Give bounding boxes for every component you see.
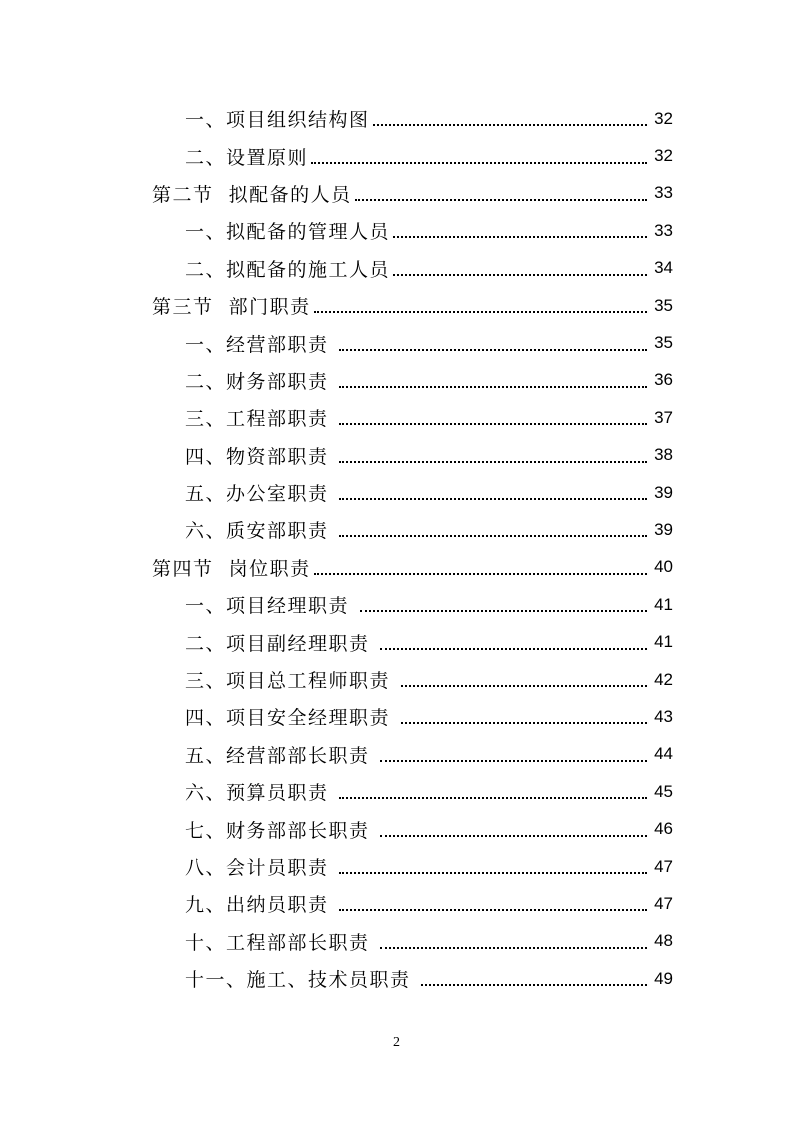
toc-entry[interactable] [0, 437, 793, 474]
toc-dot-leader [339, 908, 647, 911]
toc-page-number: 42 [654, 669, 673, 689]
toc-entry-title: 第二节 拟配备的人员 [152, 183, 352, 206]
toc-page-number: 49 [654, 968, 673, 988]
toc-entry-title: 一、项目组织结构图 [185, 109, 370, 132]
toc-entry[interactable] [0, 212, 793, 249]
toc-entry[interactable] [0, 810, 793, 847]
toc-dot-leader [360, 609, 647, 612]
toc-dot-leader [339, 497, 647, 500]
toc-entry[interactable] [0, 661, 793, 698]
toc-entry[interactable] [0, 623, 793, 660]
toc-entry[interactable] [0, 137, 793, 174]
toc-page-number: 47 [654, 856, 673, 876]
toc-dot-leader [339, 460, 647, 463]
toc-page-number: 35 [654, 295, 673, 315]
toc-page-number: 40 [654, 557, 673, 577]
toc-dot-leader [380, 946, 647, 949]
toc-entry-title: 四、项目安全经理职责 [185, 707, 398, 730]
toc-page-number: 35 [654, 333, 673, 353]
toc-entry-title: 二、拟配备的施工人员 [185, 258, 391, 281]
toc-dot-leader [339, 422, 647, 425]
toc-page-number: 32 [654, 108, 673, 128]
toc-page-number: 48 [654, 931, 673, 951]
toc-section-entry[interactable] [0, 287, 793, 324]
toc-dot-leader [380, 759, 647, 762]
toc-entry-title: 第四节 岗位职责 [152, 557, 311, 580]
toc-dot-leader [314, 572, 647, 575]
toc-dot-leader [373, 123, 647, 126]
toc-entry-title: 十、工程部部长职责 [185, 931, 378, 954]
toc-dot-leader [311, 161, 647, 164]
toc-dot-leader [339, 534, 647, 537]
toc-entry[interactable] [0, 362, 793, 399]
toc-page-number: 34 [654, 258, 673, 278]
toc-page-number: 47 [654, 893, 673, 913]
toc-entry-title: 二、设置原则 [185, 146, 309, 169]
toc-entry-title: 一、经营部职责 [185, 333, 337, 356]
toc-dot-leader [393, 235, 647, 238]
toc-page-number: 39 [654, 519, 673, 539]
toc-entry[interactable] [0, 960, 793, 997]
toc-entry[interactable] [0, 586, 793, 623]
toc-dot-leader [339, 348, 647, 351]
toc-entry-title: 六、预算员职责 [185, 782, 337, 805]
toc-entry-title: 一、拟配备的管理人员 [185, 221, 391, 244]
toc-dot-leader [393, 273, 647, 276]
toc-entry[interactable] [0, 324, 793, 361]
toc-dot-leader [339, 385, 647, 388]
toc-dot-leader [421, 983, 647, 986]
toc-entry[interactable] [0, 773, 793, 810]
toc-page-number: 46 [654, 819, 673, 839]
toc-entry-title: 六、质安部职责 [185, 520, 337, 543]
page-number-footer: 2 [393, 1035, 400, 1050]
toc-entry[interactable] [0, 698, 793, 735]
toc-entry-title: 二、项目副经理职责 [185, 632, 378, 655]
toc-entry-title: 七、财务部部长职责 [185, 819, 378, 842]
toc-page-number: 32 [654, 146, 673, 166]
toc-page-number: 38 [654, 445, 673, 465]
toc-entry-title: 三、工程部职责 [185, 408, 337, 431]
toc-entry-title: 五、办公室职责 [185, 483, 337, 506]
toc-entry-title: 八、会计员职责 [185, 857, 337, 879]
toc-entry-title: 五、经营部部长职责 [185, 744, 378, 767]
toc-dot-leader [339, 871, 647, 874]
toc-dot-leader [380, 834, 647, 837]
toc-entry-title: 四、物资部职责 [185, 445, 337, 468]
toc-page-number: 41 [654, 632, 673, 652]
toc-entry[interactable] [0, 399, 793, 436]
toc-page-number: 45 [654, 781, 673, 801]
toc-entry-title: 十一、施工、技术员职责 [185, 969, 419, 992]
toc-entry[interactable] [0, 923, 793, 960]
table-of-contents [0, 100, 793, 997]
toc-entry-title: 一、项目经理职责 [185, 595, 357, 618]
toc-page-number: 43 [654, 706, 673, 726]
toc-section-entry[interactable] [0, 175, 793, 212]
toc-entry-title: 三、项目总工程师职责 [185, 670, 398, 693]
toc-page-number: 44 [654, 744, 673, 764]
toc-dot-leader [401, 684, 647, 687]
toc-page-number: 39 [654, 482, 673, 502]
toc-page-number: 33 [654, 220, 673, 240]
toc-dot-leader [380, 647, 647, 650]
toc-page-number: 37 [654, 407, 673, 427]
toc-entry[interactable] [0, 885, 793, 922]
toc-entry[interactable] [0, 250, 793, 287]
toc-entry[interactable] [0, 100, 793, 137]
toc-dot-leader [339, 796, 647, 799]
toc-dot-leader [401, 721, 647, 724]
toc-entry[interactable] [0, 736, 793, 773]
toc-entry-title: 九、出纳员职责 [185, 894, 337, 917]
toc-entry-title: 第三节 部门职责 [152, 296, 311, 319]
toc-entry[interactable] [0, 511, 793, 548]
toc-dot-leader [355, 198, 647, 201]
toc-page-number: 41 [654, 594, 673, 614]
toc-page-number: 36 [654, 370, 673, 390]
toc-entry-title: 二、财务部职责 [185, 370, 337, 393]
toc-section-entry[interactable] [0, 549, 793, 586]
toc-entry[interactable] [0, 848, 793, 885]
toc-page-number: 33 [654, 183, 673, 203]
toc-dot-leader [314, 310, 647, 313]
toc-entry[interactable] [0, 474, 793, 511]
